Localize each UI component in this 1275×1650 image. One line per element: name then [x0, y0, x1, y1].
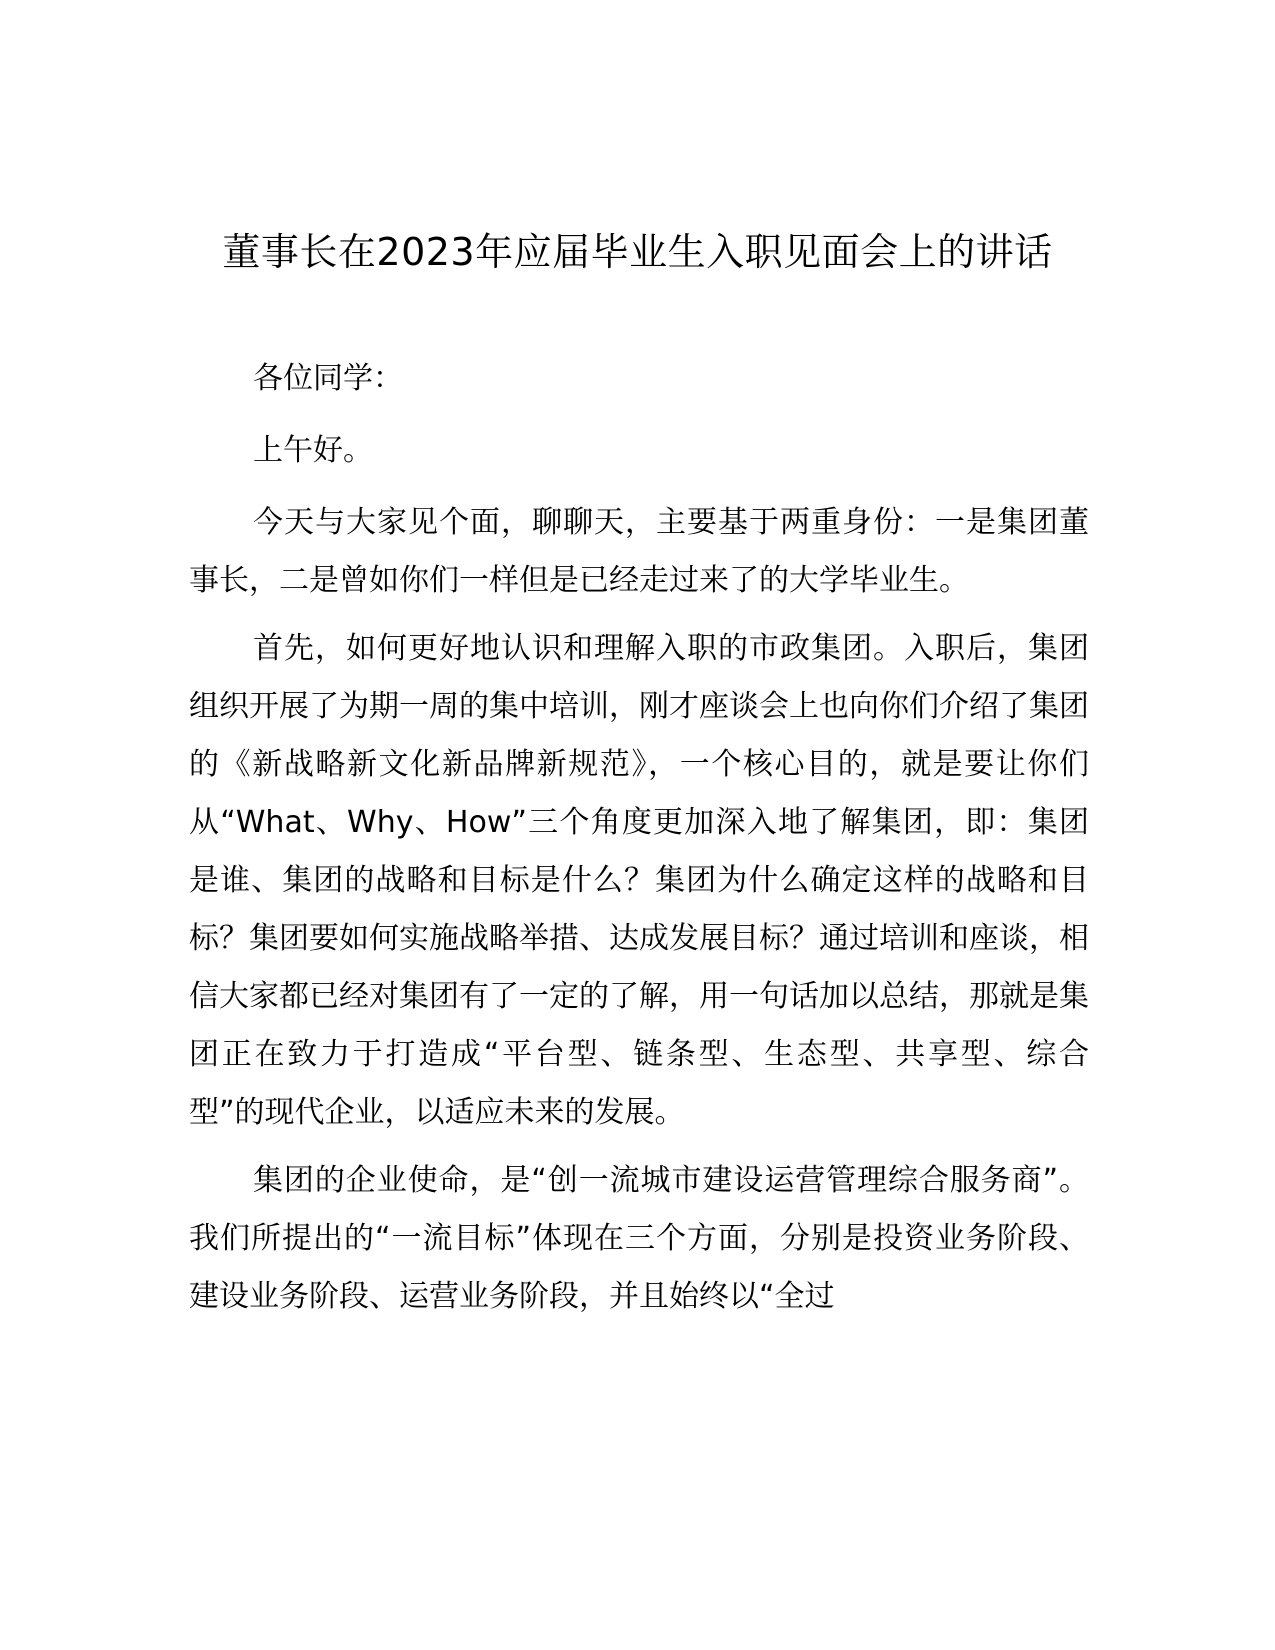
- document-title: 董事长在2023年应届毕业生入职见面会上的讲话: [222, 230, 1053, 274]
- group-understanding-paragraph: 首先，如何更好地认识和理解入职的市政集团。入职后，集团组织开展了为期一周的集中培训，刚才座谈会上也向你们介绍了集团的《新战略新文化新品牌新规范》，一个核心目的，就是要让你们从“What、Why、How”三个角度更加深入地了解集团，即：集团是谁、集团的战略和目标是什么？集团为什么确定这样的战略和目标？集团要如何实施战略举措、达成发展目标？通过培训和座谈，相信大家都已经对集团有了一定的了解，用一句话加以总结，那就是集团正在致力于打造成“平台型、链条型、生态型、共享型、综合型”的现代企业，以适应未来的发展。: [189, 631, 1089, 1130]
- mission-paragraph: 集团的企业使命，是“创一流城市建设运营管理综合服务商”。我们所提出的“一流目标”体现在三个方面，分别是投资业务阶段、建设业务阶段、运营业务阶段，并且始终以“全过: [189, 1163, 1089, 1314]
- document-body: [189, 350, 1089, 1336]
- greeting-paragraph: 上午好。: [253, 433, 373, 468]
- salutation-paragraph: 各位同学：: [253, 361, 403, 396]
- intro-paragraph: 今天与大家见个面，聊聊天，主要基于两重身份：一是集团董事长，二是曾如你们一样但是已经走过来了的大学毕业生。: [189, 505, 1089, 598]
